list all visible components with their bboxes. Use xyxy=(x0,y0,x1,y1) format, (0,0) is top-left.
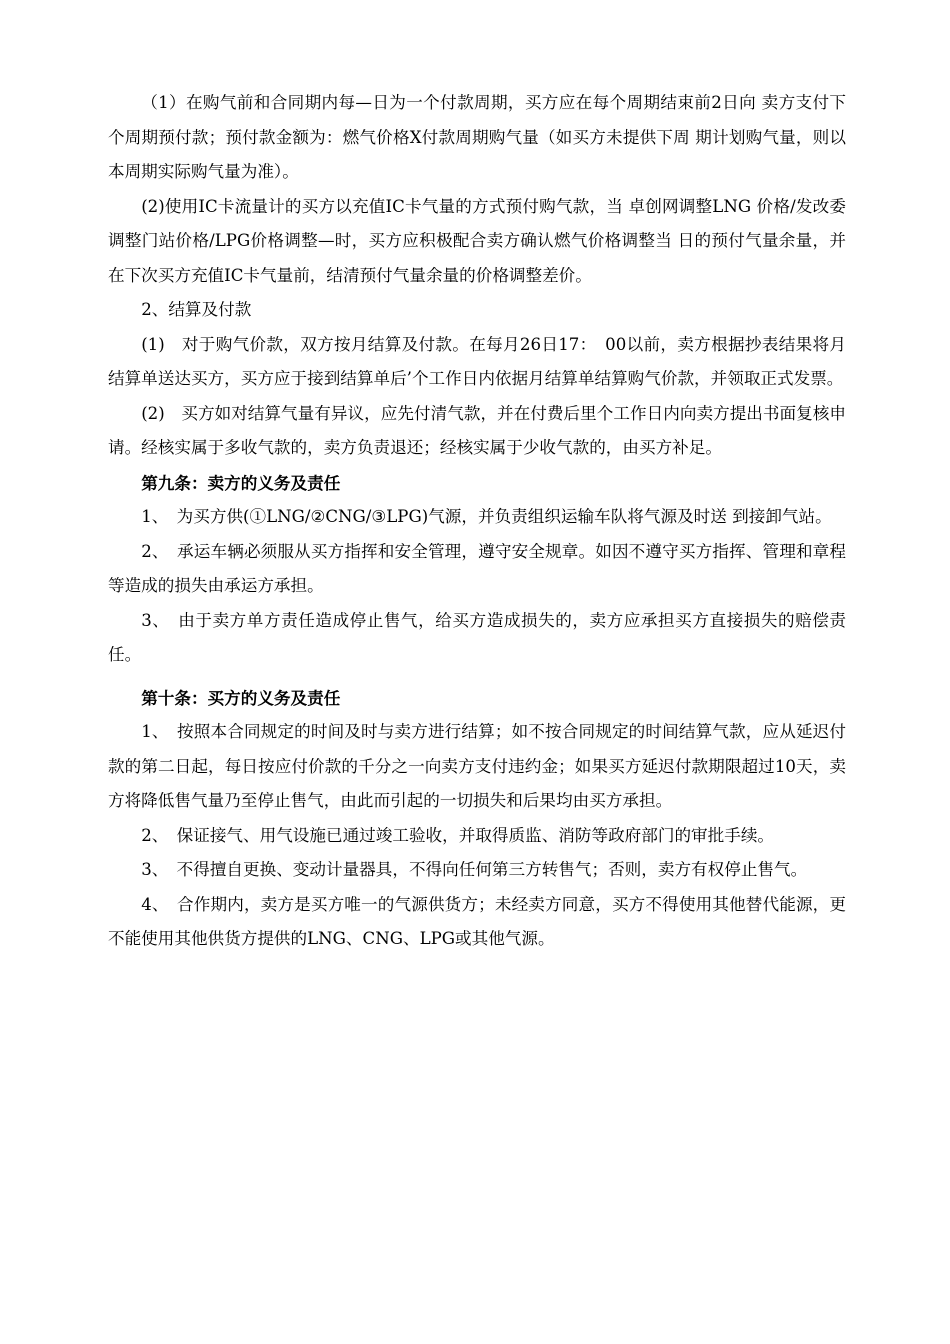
article-nine-heading: 第九条：卖方的义务及责任 xyxy=(141,472,341,493)
paragraph-ic-card-prepayment: (2)使用IC卡流量计的买方以充值IC卡气量的方式预付购气款，当 卓创网调整LNG 价格/发改委调整门站价格/LPG价格调整—时，买方应积极配合卖方确认燃气价格调整当 日的预付气量余量，并在下次买方充值IC卡气量前，结清预付气量余量的价格调整差价。 xyxy=(108,196,846,285)
article-ten-heading: 第十条：买方的义务及责任 xyxy=(141,687,341,708)
article-nine-item-1: 1、 为买方供(①LNG/②CNG/③LPG)气源，并负责组织运输车队将气源及时送 到接卸气站。 xyxy=(141,507,832,526)
paragraph-monthly-settlement: (1) 对于购气价款，双方按月结算及付款。在每月26日17： 00以前，卖方根据抄表结果将月结算单送达买方，买方应于接到结算单后’个工作日内依据月结算单结算购气价款，并领取正式发票。 xyxy=(108,334,846,388)
article-ten-item-1: 1、 按照本合同规定的时间及时与卖方进行结算；如不按合同规定的时间结算气款，应从延迟付款的第二日起，每日按应付价款的千分之一向卖方支付违约金；如果买方延迟付款期限超过10天，卖方将降低售气量乃至停止售气，由此而引起的一切损失和后果均由买方承担。 xyxy=(108,722,846,810)
paragraph-prepayment-cycle: （1）在购气前和合同期内每—日为一个付款周期，买方应在每个周期结束前2日向 卖方支付下个周期预付款；预付款金额为：燃气价格X付款周期购气量（如买方未提供下周 期计划购气量，则以本周期实际购气量为准）。 xyxy=(108,93,846,181)
article-nine-item-3: 3、 由于卖方单方责任造成停止售气，给买方造成损失的，卖方应承担买方直接损失的赔偿责任。 xyxy=(108,610,846,664)
article-ten-item-4: 4、 合作期内，卖方是买方唯一的气源供货方；未经卖方同意，买方不得使用其他替代能源，更不能使用其他供货方提供的LNG、CNG、LPG或其他气源。 xyxy=(108,894,846,948)
article-ten-item-3: 3、 不得擅自更换、变动计量器具，不得向任何第三方转售气；否则，卖方有权停止售气。 xyxy=(141,860,808,879)
section-gap xyxy=(108,673,846,681)
paragraph-settlement-dispute: (2) 买方如对结算气量有异议，应先付清气款，并在付费后里个工作日内向卖方提出书面复核申请。经核实属于多收气款的，卖方负责退还；经核实属于少收气款的，由买方补足。 xyxy=(108,403,846,457)
article-ten-item-2: 2、 保证接气、用气设施已通过竣工验收，并取得质监、消防等政府部门的审批手续。 xyxy=(141,825,775,845)
article-nine-item-2: 2、 承运车辆必须服从买方指挥和安全管理，遵守安全规章。如因不遵守买方指挥、管理和章程等造成的损失由承运方承担。 xyxy=(108,541,846,595)
document-body xyxy=(108,86,846,957)
section-settlement-heading: 2、结算及付款 xyxy=(141,300,252,319)
